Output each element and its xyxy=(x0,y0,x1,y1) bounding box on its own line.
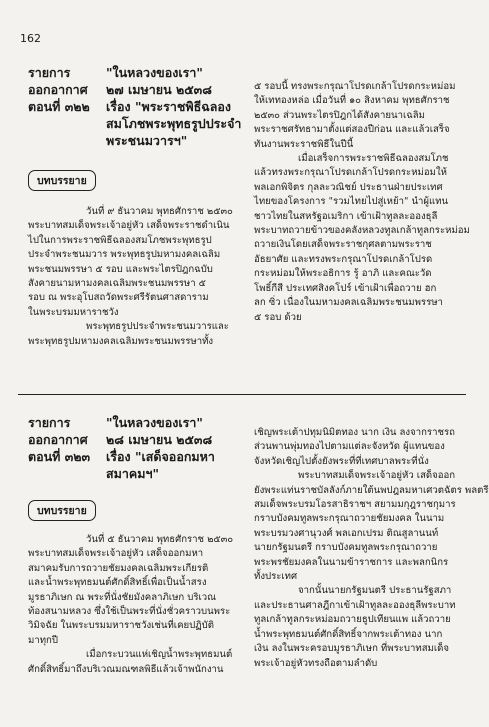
text-line: กระหม่อมให้พระอธิการ รู้ อาภิ และคณะวัด xyxy=(254,268,432,280)
label-line: ออกอากาศ xyxy=(28,82,88,97)
text-line: พลเอกพิจิตร กุลละวณิชย์ ประธานฝ่ายประเทศ xyxy=(254,181,443,193)
text-line: ทั้งประเทศ xyxy=(254,571,298,583)
text-line: ไปในการพระราชพิธีฉลองสมโภชพระพุทธรูป xyxy=(28,234,212,246)
text-line: มาทุกปี xyxy=(28,634,58,646)
text-line: ในพระบรมมหาราชวัง xyxy=(28,306,119,318)
title-line: สมโภชพระพุทธรูปประจำ xyxy=(106,116,242,131)
text-line: พระราชศรัทธามาตั้งแต่สองปีก่อน และแล้วเสร็จ xyxy=(254,124,450,136)
title-line: ๒๘ เมษายน ๒๕๓๘ xyxy=(106,432,213,447)
text-line: ศักดิ์สิทธิ์มาถึงบริเวณมณฑลพิธีแล้วเจ้าพนักงาน xyxy=(28,663,224,675)
label-line: รายการ xyxy=(28,65,71,80)
text-line: ถวายเงินโดยเสด็จพระราชกุศลตามพระราช xyxy=(254,239,432,251)
section1-right-column xyxy=(254,80,470,325)
text-line: จากนั้นนายกรัฐมนตรี ประธานรัฐสภา xyxy=(298,585,452,597)
title-line: พระชนมวารฯ" xyxy=(106,133,188,148)
text-line: ๕ รอบ ด้วย xyxy=(254,311,302,323)
text-line: พระบรมวงศานุวงศ์ พลเอกเปรม ติณสูลานนท์ xyxy=(254,527,439,539)
text-line: มูรธาภิเษก ณ พระที่นั่งชัยมังคลาภิเษก บริเวณ xyxy=(28,591,217,603)
label-line: ตอนที่ ๓๒๒ xyxy=(28,99,90,114)
text-line: โพธิ์กีสี ประเทศสิงคโปร์ เข้าเฝ้าเพื่อถวาย ฮก xyxy=(254,282,437,294)
text-line: วันที่ ๙ ธันวาคม พุทธศักราช ๒๕๓๐ xyxy=(86,206,233,217)
text-line: เงิน ลงในพระครอบมูรธาภิเษก ที่พระบาทสมเด็จ xyxy=(254,643,449,655)
text-line: พระชนมพรรษา ๕ รอบ และพระไตรปิฎกฉบับ xyxy=(28,263,213,275)
title-line: ๒๗ เมษายน ๒๕๓๘ xyxy=(106,82,212,97)
text-line: ประจำพระชนมวาร พระพุทธรูปมหามงคลเฉลิม xyxy=(28,249,221,261)
text-line: เมื่อกระบวนแห่เชิญน้ำพระพุทธมนต์ xyxy=(86,649,233,661)
text-line: สังคายนามหามงคลเฉลิมพระชนมพรรษา ๕ xyxy=(28,278,206,290)
text-line: เมื่อเสร็จการพระราชพิธีฉลองสมโภช xyxy=(298,153,449,165)
section2-tag: บทบรรยาย xyxy=(28,500,96,521)
section1-tag: บทบรรยาย xyxy=(28,170,96,191)
text-line: วันที่ ๕ ธันวาคม พุทธศักราช ๒๕๓๐ xyxy=(86,534,234,545)
text-line: นายกรัฐมนตรี กราบบังคมทูลพระกรุณาถวาย xyxy=(254,542,438,554)
title-line: สมาคมฯ" xyxy=(106,466,160,481)
text-line: ยังพระแท่นราชบัลลังก์ภายใต้นพปฎลมหาเศวตฉัตร พลตรี xyxy=(254,484,489,496)
text-line: ให้เททองหล่อ เมื่อวันที่ ๑๐ สิงหาคม พุทธศักราช xyxy=(254,95,450,107)
section1-title xyxy=(106,64,246,149)
text-line: กราบบังคมทูลพระกรุณาถวายชัยมงคล ในนาม xyxy=(254,513,445,525)
text-line: อัธยาศัย และทรงพระกรุณาโปรดเกล้าโปรด xyxy=(254,253,433,265)
title-line: "ในหลวงของเรา" xyxy=(106,65,203,80)
text-line: ลก ซิ่ว เนื่องในมหามงคลเฉลิมพระชนมพรรษา xyxy=(254,297,443,309)
text-line: พระเจ้าอยู่หัวทรงถือตามลำดับ xyxy=(254,657,378,669)
text-line: ทูลเกล้าทูลกระหม่อมถวายธูปเทียนแพ แล้วถวาย xyxy=(254,614,451,626)
text-line: ๕ รอบนี้ ทรงพระกรุณาโปรดเกล้าโปรดกระหม่อม xyxy=(254,81,456,92)
label-line: ออกอากาศ xyxy=(28,432,88,447)
title-line: เรื่อง "เสด็จออกมหา xyxy=(106,449,215,464)
section2-title xyxy=(106,414,246,482)
page-number: 162 xyxy=(20,32,41,45)
text-line: พระบาทสมเด็จพระเจ้าอยู่หัว เสด็จพระราชดำเนิน xyxy=(28,220,230,232)
text-line: ไทยของโครงการ "รวมไทยไปสู่เหย้า" นำผู้แทน xyxy=(254,196,449,208)
text-line: ส่วนพานพุ่มทองไปตามแต่ละจังหวัด ผู้แทนของ xyxy=(254,441,445,453)
text-line: ท้องสนามหลวง ซึ่งใช้เป็นพระที่นั่งชั่วคราวบนพระ xyxy=(28,606,231,618)
label-line: รายการ xyxy=(28,415,71,430)
text-line: แล้วทรงพระกรุณาโปรดเกล้าโปรดกระหม่อมให้ xyxy=(254,167,447,179)
title-line: เรื่อง "พระราชพิธีฉลอง xyxy=(106,99,231,114)
text-line: และน้ำพระพุทธมนต์ศักดิ์สิทธิ์เพื่อเป็นน้ำสรง xyxy=(28,577,207,589)
section1-left-column xyxy=(28,205,238,349)
text-line: พระพุทธรูปมหามงคลเฉลิมพระชนมพรรษาทั้ง xyxy=(28,335,214,347)
text-line: สมาคมรับการถวายชัยมงคลเฉลิมพระเกียรติ xyxy=(28,562,209,574)
text-line: ทันงานพระราชพิธีในปีนี้ xyxy=(254,138,354,150)
text-line: รอบ ณ พระอุโบสถวัดพระศรีรัตนศาสดาราม xyxy=(28,292,209,304)
title-line: "ในหลวงของเรา" xyxy=(106,415,203,430)
text-line: สมเด็จพระบรมโอรสาธิราชฯ สยามมกุฎราชกุมาร xyxy=(254,499,456,511)
section2-label xyxy=(28,414,108,465)
section2-left-column xyxy=(28,533,238,677)
text-line: น้ำพระพุทธมนต์ศักดิ์สิทธิ์จากพระเต้าทอง นาก xyxy=(254,628,443,640)
text-line: พระบาทสมเด็จพระเจ้าอยู่หัว เสด็จออก xyxy=(298,470,456,482)
section2-right-column xyxy=(254,426,489,671)
text-line: ชาวไทยในสหรัฐอเมริกา เข้าเฝ้าทูลละอองธุลี xyxy=(254,210,438,222)
text-line: เชิญพระเต้าปทุมนิมิตทอง นาก เงิน ลงจากราชรถ xyxy=(254,427,455,438)
text-line: วิมิจฉัย ในพระบรมมหาราชวังเช่นที่เคยปฏิบัติ xyxy=(28,620,214,632)
text-line: พระบาทสมเด็จพระเจ้าอยู่หัว เสด็จออกมหา xyxy=(28,548,204,560)
text-line: พระพุทธรูปประจำพระชนมวารและ xyxy=(86,321,229,333)
text-line: ๒๕๓๐ ส่วนพระไตรปิฎกได้สังคายนาเฉลิม xyxy=(254,109,426,121)
text-line: พระพรชัยมงคลในนามข้าราชการ และพลกนิกร xyxy=(254,556,449,568)
section1-label xyxy=(28,64,108,115)
text-line: พระบาทถวายข้าวของคลังหลวงทูลเกล้าทูลกระหม่อม xyxy=(254,225,470,237)
section-divider xyxy=(18,394,466,395)
text-line: และประธานศาลฎีกาเข้าเฝ้าทูลละอองธุลีพระบาท xyxy=(254,599,456,611)
text-line: จังหวัดเชิญไปตั้งยังพระที่ที่เทศบาลพระที่นั่ง xyxy=(254,455,429,467)
label-line: ตอนที่ ๓๒๓ xyxy=(28,449,91,464)
